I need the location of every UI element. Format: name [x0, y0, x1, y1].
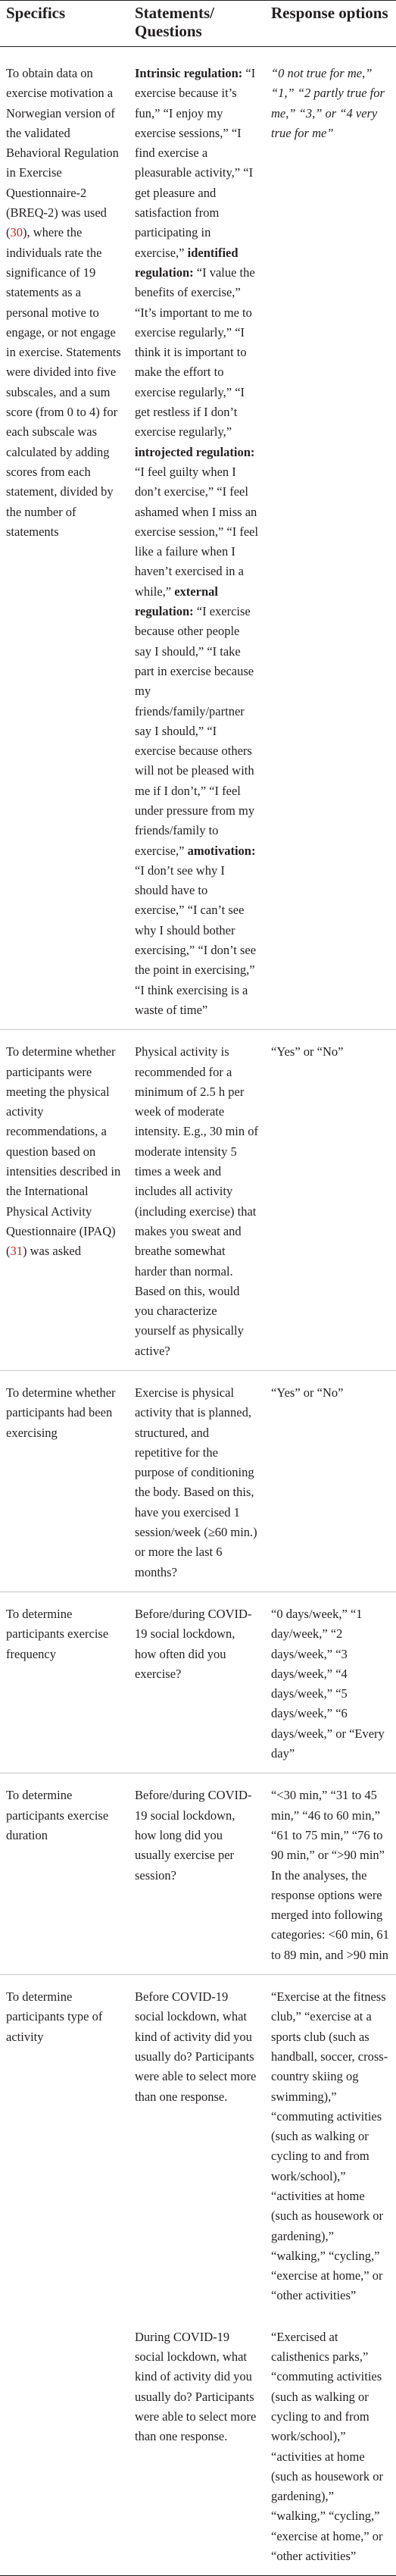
specifics-text: To obtain data on exercise motivation a Norwegian version of the validated Behavioral Regulation in Exercise Questionnaire-2 (BREQ-2) was used (: [6, 66, 119, 240]
subscale-text-external: “I exercise because other people say I should,” “I take part in exercise because my friends/family/partner say I should,” “I exercise because others will not be pleased with me if I don’t,” “I feel under pressure from my friends/family to exercise,”: [135, 604, 255, 858]
cell-responses: “<30 min,” “31 to 45 min,” “46 to 60 min,” “61 to 75 min,” “76 to 90 min,” or “>90 min” In the analyses, the response options were merged into following categories: <60 min, 61 to 89 min, and >90 min: [265, 1773, 396, 1975]
cell-responses: “0 not true for me,” “1,” “2 partly true for me,” “3,” or “4 very true for me”: [265, 47, 396, 1030]
cell-responses: “Exercise at the fitness club,” “exercise at a sports club (such as handball, soccer, cross-country skiing og swimming),” “commuting activities (such as walking or cycling to and from work/school),” “activities at home (such as housework or gardening),” “walking,” “cycling,” “exercise at home,” or “other activities”: [271, 1989, 388, 2303]
table-row: [0, 2315, 396, 2576]
specifics-text: To determine whether participants were meeting the physical activity recommendations, a question based on intensities described in the International Physical Activity Questionnaire (IPAQ) (: [6, 1044, 121, 1259]
table-body: [0, 47, 396, 2576]
specifics-text: ) was asked: [23, 1244, 81, 1259]
cell-specifics: [0, 1030, 129, 1371]
subscale-text-introjected: “I feel guilty when I don’t exercise,” “I feel ashamed when I miss an exercise session,” “I feel like a failure when I haven’t exercised in a while,”: [135, 464, 259, 599]
specifics-text: ), where the individuals rate the significance of 19 statements as a personal motive to engage, or not engage in exercise. Statements were divided into five subscales, and a sum score (from 0 to 4) for each subscale was calculated by adding scores from each statement, divided by the number of statements: [6, 225, 121, 539]
reference-link[interactable]: 31: [10, 1244, 23, 1259]
table-row: [0, 1773, 396, 1975]
header-row: [0, 1, 396, 47]
cell-statements: Before/during COVID-19 social lockdown, how often did you exercise?: [129, 1592, 265, 1773]
table-header: [0, 1, 396, 47]
table-row: [0, 1975, 396, 2315]
cell-specifics: To determine participants exercise frequency: [0, 1592, 129, 1773]
cell-statements: Physical activity is recommended for a minimum of 2.5 h per week of moderate intensity. E.g., 30 min of moderate intensity 5 times a week and includes all activity (including exercise) that makes you sweat and breathe somewhat harder than normal. Based on this, would you characterize yourself as physically active?: [129, 1030, 265, 1371]
header-statements: Statements/ Questions: [129, 1, 265, 47]
subscale-text-amotivation: “I don’t see why I should have to exercise,” “I can’t see why I should bother exercising,” “I don’t see the point in exercising,” “I think exercising is a waste of time”: [135, 862, 257, 1017]
cell-statements: During COVID-19 social lockdown, what kind of activity did you usually do? Participants were able to select more than one response.: [129, 2315, 265, 2576]
cell-responses: “Yes” or “No”: [265, 1371, 396, 1592]
header-responses: Response options: [265, 1, 396, 47]
subscale-text-intrinsic: “I exercise because it’s fun,” “I enjoy my exercise sessions,” “I find exercise a pleasurable activity,” “I get pleasure and satisfaction from participating in exercise,”: [135, 66, 256, 260]
cell-statements: Before/during COVID-19 social lockdown, how long did you usually exercise per session?: [129, 1773, 265, 1975]
table-row: [0, 1371, 396, 1592]
header-specifics: Specifics: [0, 1, 129, 47]
cell-responses: “Yes” or “No”: [265, 1030, 396, 1371]
cell-specifics: To determine whether participants had been exercising: [0, 1371, 129, 1592]
cell-responses: “0 days/week,” “1 day/week,” “2 days/week,” “3 days/week,” “4 days/week,” “5 days/week,” “6 days/week,” or “Every day”: [265, 1592, 396, 1773]
subscale-text-identified: “I value the benefits of exercise,” “It’s important to me to exercise regularly,” “I think it is important to make the effort to exercise regularly,” “I get restless if I don’t exercise regularly,”: [135, 264, 255, 440]
cell-specifics: [0, 2315, 129, 2576]
cell-responses: “Exercised at calisthenics parks,” “commuting activities (such as walking or cycling to and from work/school),” “activities at home (such as housework or gardening),” “walking,” “cycling,” “exercise at home,” or “other activities”: [265, 2315, 396, 2576]
table-row: [0, 47, 396, 1030]
cell-statements: Exercise is physical activity that is planned, structured, and repetitive for the purpose of conditioning the body. Based on this, have you exercised 1 session/week (≥60 min.) or more the last 6 months?: [129, 1371, 265, 1592]
cell-specifics: [0, 47, 129, 1030]
subscale-label-amotivation: amotivation:: [184, 843, 256, 858]
cell-statements: [129, 47, 265, 1030]
subscale-label-external: external regulation:: [135, 584, 218, 619]
cell-specifics: To determine participants exercise duration: [0, 1773, 129, 1975]
subscale-label-intrinsic: Intrinsic regulation:: [135, 66, 243, 80]
table-row: [0, 1592, 396, 1773]
reference-link[interactable]: 30: [10, 225, 23, 240]
subscale-label-identified: identified regulation:: [135, 245, 239, 280]
table-row: [0, 1030, 396, 1371]
cell-statements: Before COVID-19 social lockdown, what kind of activity did you usually do? Participants were able to select more than one response.: [135, 1989, 257, 2104]
subscale-label-introjected: introjected regulation:: [135, 444, 255, 459]
cell-specifics: To determine participants type of activity: [6, 1989, 103, 2044]
